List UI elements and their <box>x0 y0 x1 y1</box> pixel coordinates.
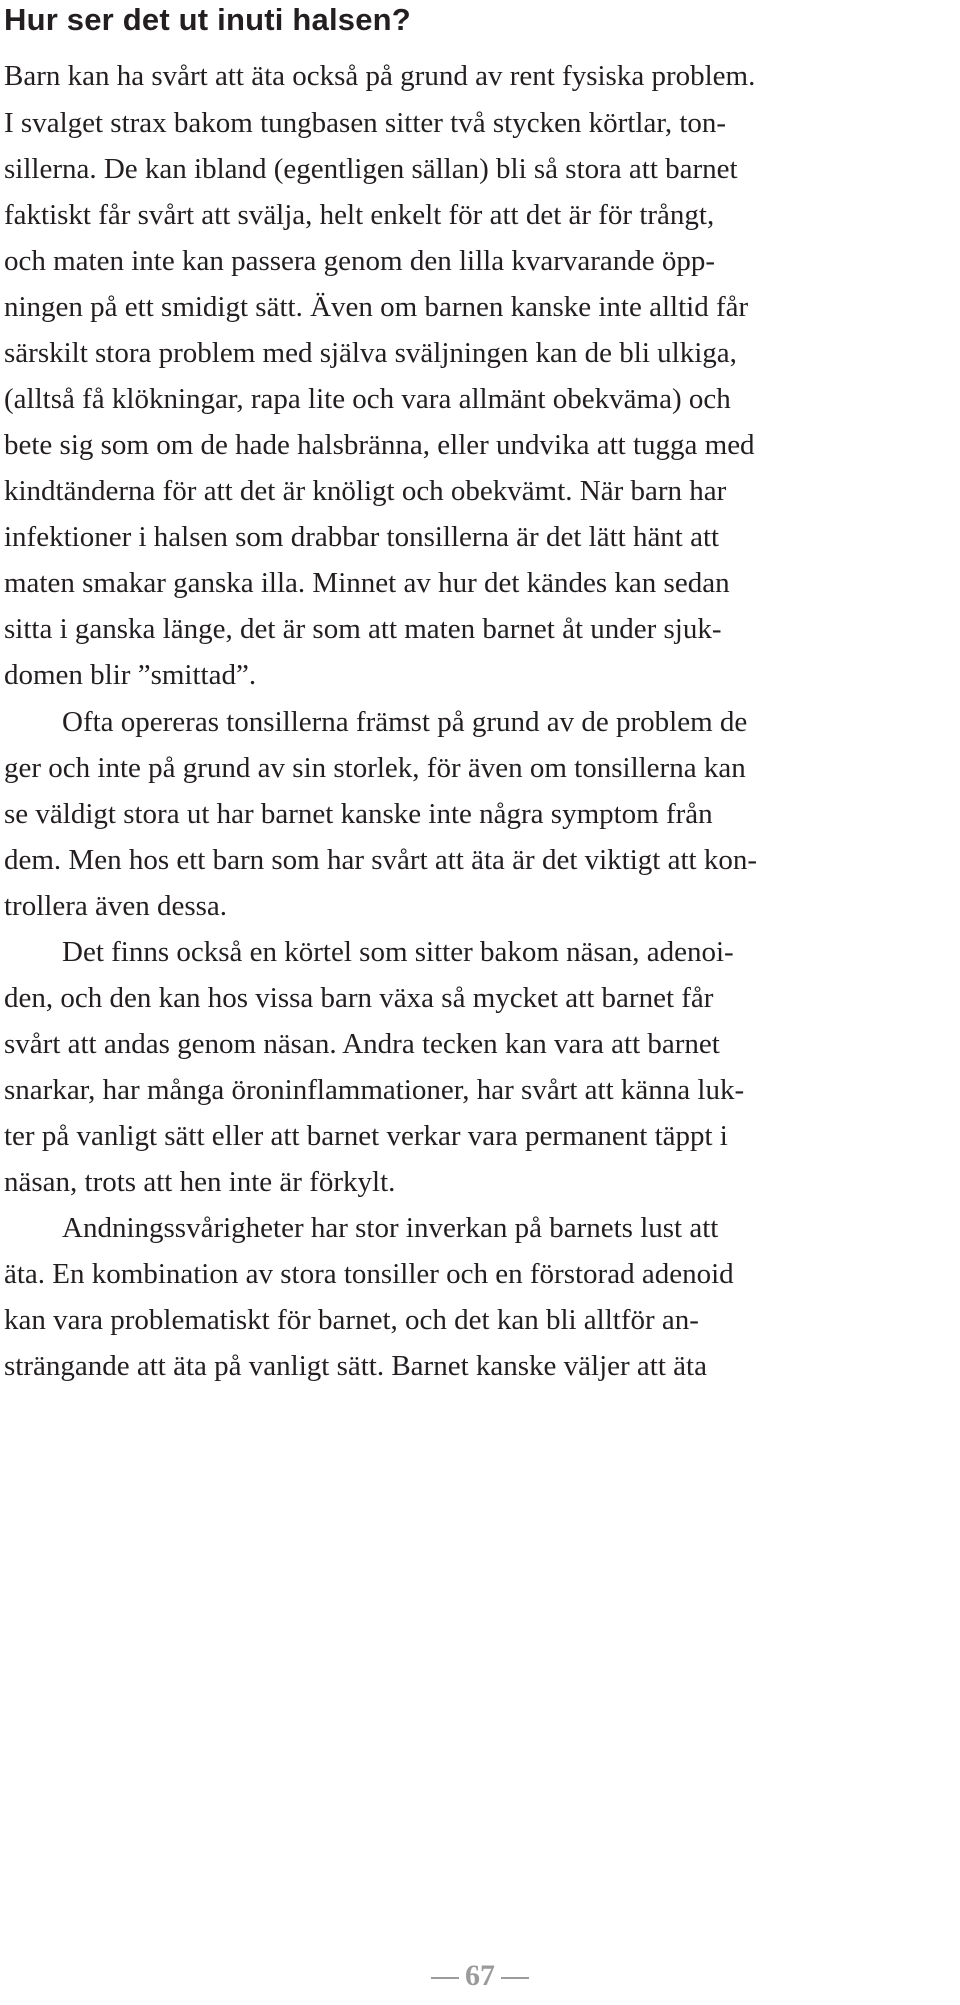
text-line: näsan, trots att hen inte är förkylt. <box>4 1166 396 1198</box>
text-line: Barn kan ha svårt att äta också på grund av rent fysiska problem. <box>4 60 756 92</box>
text-line: ningen på ett smidigt sätt. Även om barnen kanske inte alltid får <box>4 291 749 323</box>
folio-dash-left <box>431 1977 459 1979</box>
text-line: infektioner i halsen som drabbar tonsillerna är det lätt hänt att <box>4 521 720 553</box>
paragraph-first-line: Det finns också en körtel som sitter bakom näsan, adenoi- <box>62 936 734 968</box>
page-number-value: 67 <box>465 1959 495 1992</box>
text-line: sitta i ganska länge, det är som att maten barnet åt under sjuk- <box>4 613 722 645</box>
paragraph-first-line: Andningssvårigheter har stor inverkan på barnets lust att <box>62 1212 719 1244</box>
section-heading: Hur ser det ut inuti halsen? <box>4 2 411 37</box>
folio-dash-right <box>501 1977 529 1979</box>
text-line: strängande att äta på vanligt sätt. Barnet kanske väljer att äta <box>4 1350 707 1382</box>
text-line: svårt att andas genom näsan. Andra tecken kan vara att barnet <box>4 1028 720 1060</box>
text-line: den, och den kan hos vissa barn växa så mycket att barnet får <box>4 982 714 1014</box>
text-line: domen blir ”smittad”. <box>4 659 257 691</box>
text-line: sillerna. De kan ibland (egentligen sällan) bli så stora att barnet <box>4 153 738 185</box>
text-line: ter på vanligt sätt eller att barnet verkar vara permanent täppt i <box>4 1120 728 1152</box>
text-line: och maten inte kan passera genom den lilla kvarvarande öpp- <box>4 245 716 277</box>
page-number <box>0 1958 960 1994</box>
text-line: särskilt stora problem med själva sväljningen kan de bli ulkiga, <box>4 337 737 369</box>
paragraph-first-line: Ofta opereras tonsillerna främst på grund av de problem de <box>62 706 748 738</box>
text-line: äta. En kombination av stora tonsiller och en förstorad adenoid <box>4 1258 734 1290</box>
text-line: I svalget strax bakom tungbasen sitter två stycken körtlar, ton- <box>4 107 727 139</box>
text-line: ger och inte på grund av sin storlek, för även om tonsillerna kan <box>4 752 746 784</box>
text-line: kindtänderna för att det är knöligt och obekvämt. När barn har <box>4 475 727 507</box>
text-line: bete sig som om de hade halsbränna, eller undvika att tugga med <box>4 429 755 461</box>
text-line: snarkar, har många öroninflammationer, har svårt att känna luk- <box>4 1074 745 1106</box>
text-line: trollera även dessa. <box>4 890 228 922</box>
text-line: maten smakar ganska illa. Minnet av hur det kändes kan sedan <box>4 567 730 599</box>
text-line: se väldigt stora ut har barnet kanske inte några symptom från <box>4 798 713 830</box>
text-line: (alltså få klökningar, rapa lite och vara allmänt obekväma) och <box>4 383 731 415</box>
text-line: kan vara problematiskt för barnet, och det kan bli alltför an- <box>4 1304 699 1336</box>
text-line: faktiskt får svårt att svälja, helt enkelt för att det är för trångt, <box>4 199 715 231</box>
text-line: dem. Men hos ett barn som har svårt att äta är det viktigt att kon- <box>4 844 757 876</box>
